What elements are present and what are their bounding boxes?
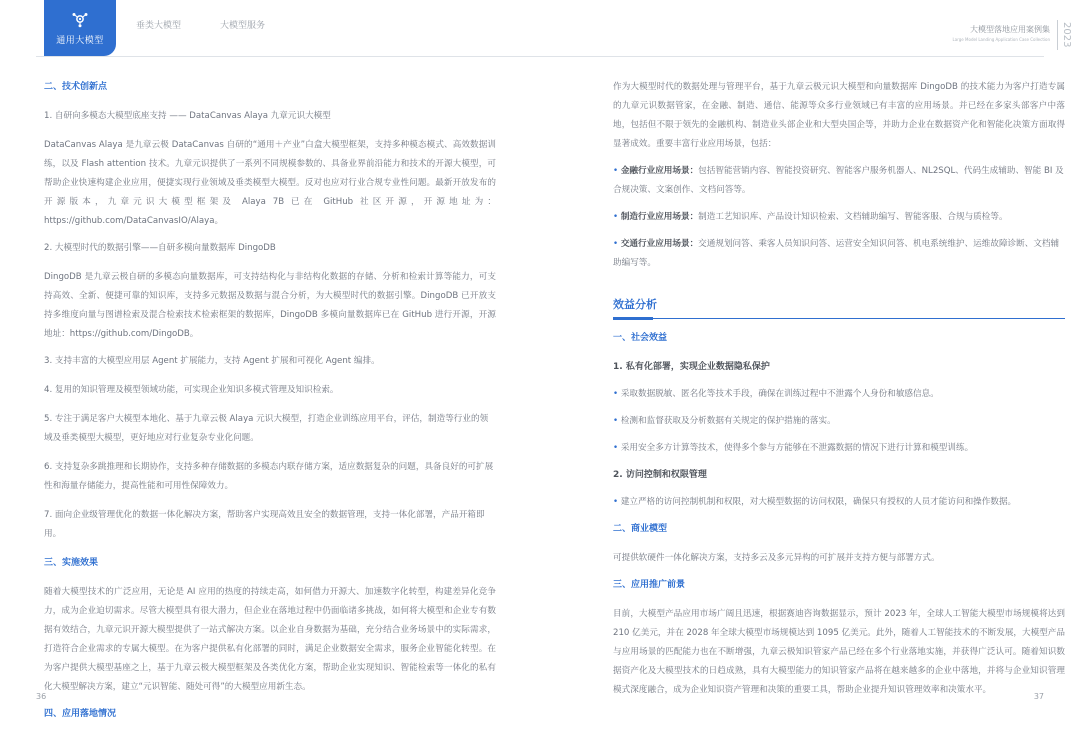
header-divider [36,56,1044,57]
innovation-item-4: 4. 复用的知识管理及模型领域功能，可实现企业知识多模式管理及知识检索。 [44,385,339,395]
brand-divider [1057,20,1058,50]
innovation-item-3: 3. 支持丰富的大模型应用层 Agent 扩展能力，支持 Agent 扩展和可视化 Agent 编排。 [44,356,380,366]
scenario-finance [613,162,1065,200]
gear-network-icon [71,10,89,28]
paragraph-dingodb: DingoDB 是九章云极自研的多模态向量数据库，可支持结构化与非结构化数据的存储、分析和检索计算等能力，可支持高效、全新、便捷可靠的知识库，支持多元数据及数据与混合分析，为大模型时代的数据引擎。DingoDB 已开放支持多维度向量与图谱检索及混合检索技术检索框架的数据库，DingoDB 多模向量数据库已在 GitHub 进行开源，开源地址：https://github.com/DingoDB。 [44,272,496,339]
page-header [0,0,1080,56]
innovation-item-5: 5. 专注于满足客户大模型本地化、基于九章云极 Alaya 元识大模型，打造企业训练应用平台，评估，制造等行业的领域及垂类模型大模型，更好地应对行业复杂专业化问题。 [44,414,489,443]
scenario-finance-text: 包括智能营销内容、智能投资研究、智能客户服务机器人、NL2SQL、代码生成辅助、智能 BI 及合规决策、文案创作、文档问答等。 [613,166,1064,195]
brand-year: 2023 [1061,22,1072,48]
heading-private-deploy: 1. 私有化部署，实现企业数据隐私保护 [613,362,770,372]
right-column [613,78,1065,708]
tab-general-model[interactable] [44,0,116,56]
social-bullet-1: • 采取数据脱敏、匿名化等技术手段，确保在训练过程中不泄露个人身份和敏感信息。 [613,385,1065,404]
access-bullet: • 建立严格的访问控制机制和权限，对大模型数据的访问权限，确保只有授权的人员才能访问和操作数据。 [613,493,1065,512]
innovation-item-7: 7. 面向企业级管理优化的数据一体化解决方案，帮助客户实现高效且安全的数据管理，支持一体化部署，产品开箱即用。 [44,510,485,539]
brand-block [952,22,1072,48]
innovation-item-6: 6. 支持复杂多跳推理和长期协作，支持多种存储数据的多模态内联存储方案，适应数据复杂的问题，具备良好的可扩展性和海量存储能力，提高性能和可用性保障效力。 [44,462,494,491]
paragraph-market: 目前，大模型产品应用市场广阔且迅速，根据赛迪咨询数据显示，预计 2023 年，全球人工智能大模型市场规模将达到 210 亿美元，并在 2028 年全球大模型市场规模达到 1095 亿美元。此外，随着人工智能技术的不断发展，大模型产品与应用场景的匹配能力也在不断增强，九章云极知识管家产品已经在多个行业落地实施，并获得广泛认可。随着知识数据资产化及大模型技术的日趋成熟，具有大模型能力的知识管家产品将在越来越多的企业中落地，并将与企业知识管理模式深度融合，成为企业知识资产管理和决策的重要工具，帮助企业提升知识管理效率和决策水平。 [613,609,1065,695]
heading-effect: 三、实施效果 [44,558,99,568]
scenario-manufacturing-label: 制造行业应用场景： [620,212,699,222]
section-title-benefit: 效益分析 [613,298,657,311]
scenario-transport-label: 交通行业应用场景： [620,239,699,249]
heading-market: 三、应用推广前景 [613,580,686,590]
page-number-right: 37 [1033,692,1044,701]
tab-general-model-label: 通用大模型 [56,36,104,46]
paragraph-effect: 随着大模型技术的广泛应用，无论是 AI 应用的热度的持续走高，如何借力开源大、加速数字化转型，构建差异化竞争力，成为企业迫切需求。尽管大模型具有很大潜力，但企业在落地过程中仍面临诸多挑战，如何将大模型和企业专有数据有效结合，九章元识开源大模型提供了一站式解决方案。以企业自身数据为基础，充分结合业务场景中的实际需求，打造符合企业需求的专属大模型。在为客户提供私有化部署的同时，满足企业数据安全需求，服务企业智能化转型。在为客户提供大模型基座之上，基于九章云极大模型框架及各类优化方案，帮助企业实现知识、智能检索等一体化的私有化大模型解决方案，建立“元识智能、随处可得”的大模型应用新生态。 [44,587,496,692]
social-bullet-2: • 检测和监督获取及分析数据有关规定的保护措施的落实。 [613,412,1065,431]
innovation-item-2: 2. 大模型时代的数据引擎——自研多模向量数据库 DingoDB [44,243,276,253]
scenario-manufacturing-text: 制造工艺知识库、产品设计知识检索、文档辅助编写、智能客服、合规与质检等。 [698,212,1008,222]
scenario-transport [613,235,1065,273]
heading-landing: 四、应用落地情况 [44,709,117,719]
heading-innovation: 二、技术创新点 [44,82,108,92]
section-title-rule [613,318,1065,319]
heading-social: 一、社会效益 [613,333,668,343]
paragraph-intro: 作为大模型时代的数据处理与管理平台，基于九章云极元识大模型和向量数据库 DingoDB 的技术能力为客户打造专属的九章元识数据管家，在金融、制造、通信、能源等众多行业领域已有丰富的应用场景。并已经在多家头部客户中落地，包括但不限于领先的金融机构、制造业头部企业和大型央国企等，并助力企业在数据资产化和智能化决策方面取得显著成效。重要丰富行业应用场景，包括： [613,82,1065,149]
social-bullet-3: • 采用安全多方计算等技术，使得多个参与方能够在不泄露数据的情况下进行计算和模型训练。 [613,439,1065,458]
scenario-transport-text: 交通规划问答、乘客人员知识问答、运营安全知识问答、机电系统维护、运维故障诊断、文档辅助编写等。 [613,239,1060,268]
brand-title: 大模型落地应用案例集 [970,25,1050,34]
innovation-item-1: 1. 自研向多模态大模型底座支持 —— DataCanvas Alaya 九章元识大模型 [44,111,331,121]
brand-subtitle: Large Model Landing Application Case Collection [952,37,1050,42]
tab-vertical-model[interactable]: 垂类大模型 [136,21,182,31]
tab-model-service[interactable]: 大模型服务 [220,21,266,31]
heading-commercial: 二、商业模型 [613,524,668,534]
left-column [44,78,496,734]
paragraph-commercial: 可提供软硬件一体化解决方案，支持多云及多元异构的可扩展并支持方便与部署方式。 [613,553,940,563]
scenario-manufacturing [613,208,1065,227]
heading-access-control: 2. 访问控制和权限管理 [613,470,707,480]
paragraph-alaya: DataCanvas Alaya 是九章云极 DataCanvas 自研的“通用＋产业”白盒大模型框架，支持多种模态模式、高效数据训练，以及 Flash attention 技术。九章元识提供了一系列不同规模参数的、具备业界前沿能力和技术的开源大模型，可帮助企业快速构建企业应用，便捷实现行业领域及垂类模型大模型。反对也应对行业合规专业性问题。最新开放发布的开源版本，九章元识大模型框架及 Alaya 7B 已在 GitHub 社区开源，开源地址为：https://github.com/DataCanvasIO/Alaya。 [44,140,496,226]
page-number-left: 36 [36,692,47,701]
scenario-finance-label: 金融行业应用场景： [620,166,699,176]
